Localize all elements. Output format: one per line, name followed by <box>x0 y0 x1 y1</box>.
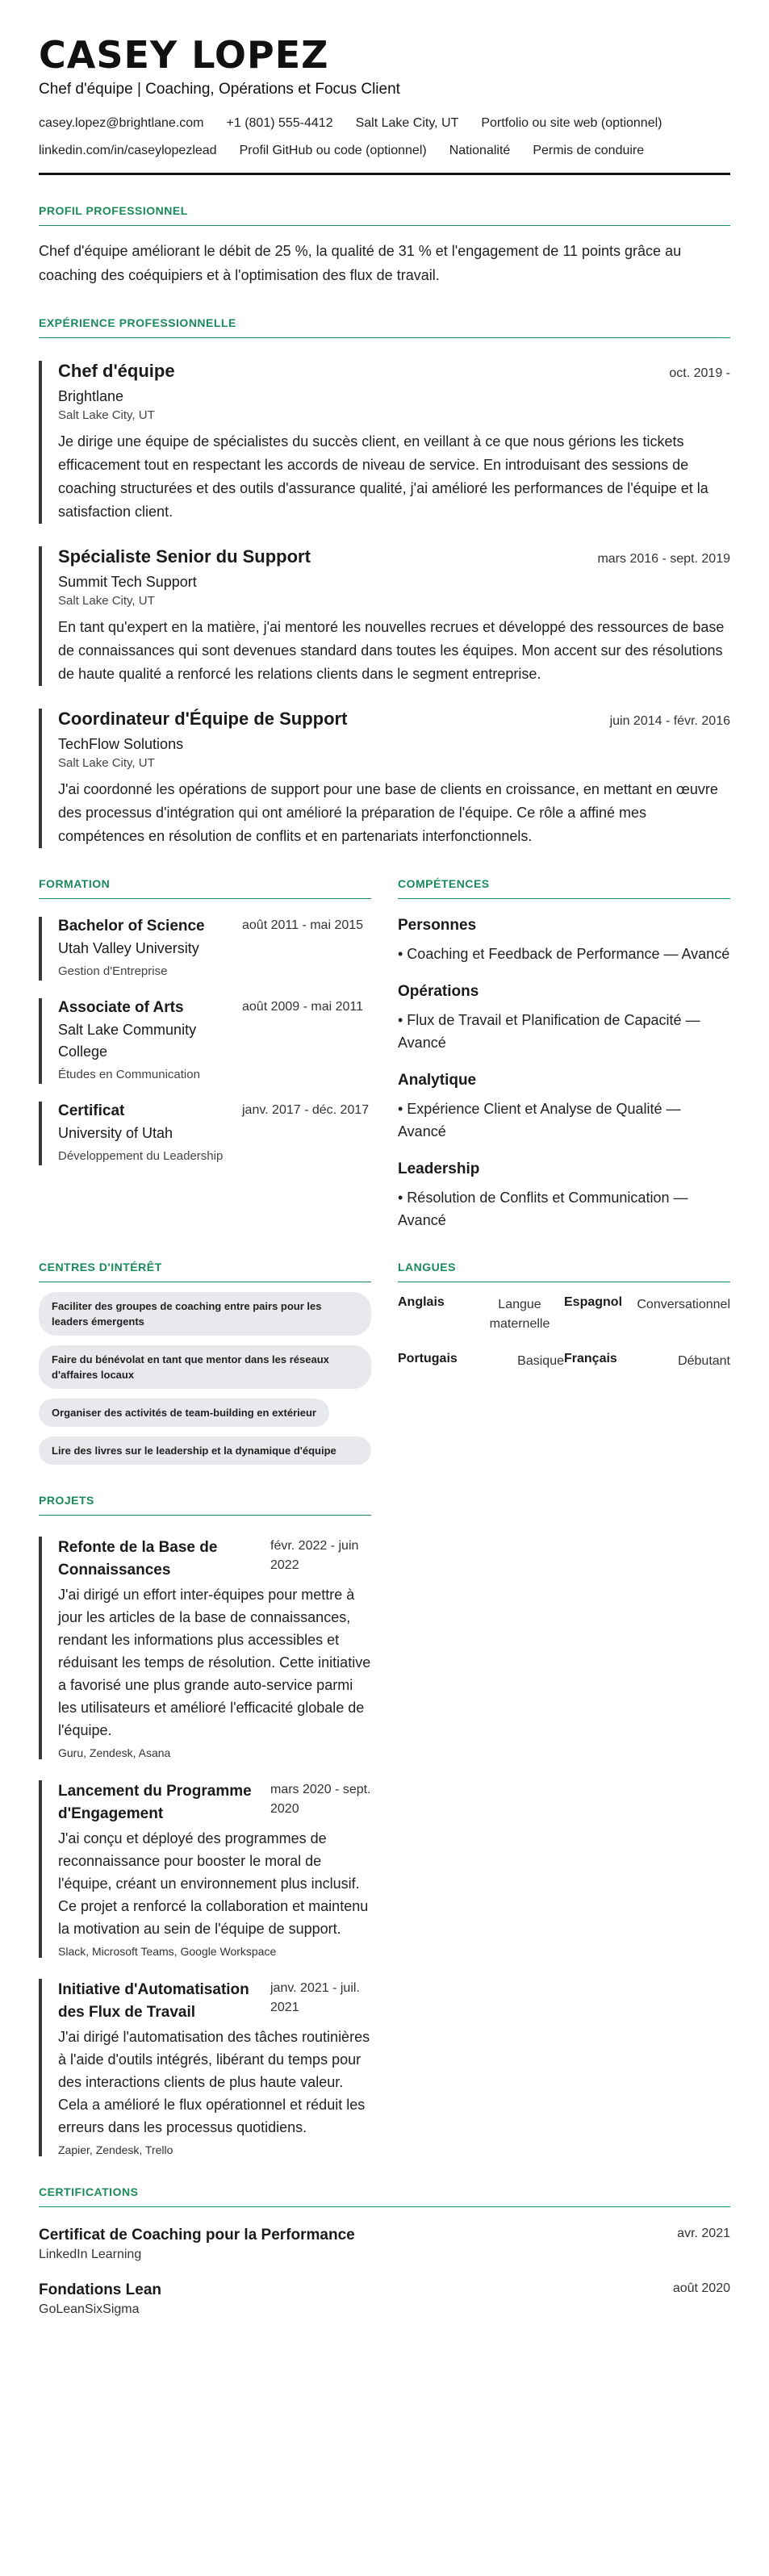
header-divider <box>39 173 730 175</box>
project-description: J'ai conçu et déployé des programmes de reconnaissance pour booster le moral de l'équipe, créant un environnement plus inclusif. Ce projet a renforcé la collaboration et maintenu la motivation au sein de l'équipe de support. <box>58 1830 369 1937</box>
experience-item <box>39 546 730 686</box>
project-tools: Guru, Zendesk, Asana <box>58 1746 171 1759</box>
skills-column <box>398 848 730 1232</box>
job-title: Spécialiste Senior du Support <box>58 546 311 567</box>
job-description: J'ai coordonné les opérations de support pour une base de clients en croissance, en mettant en œuvre des processus d'intégration qui ont amélioré la préparation de l'équipe. Ce rôle a affiné mes compétences en résolution de conflits et en partenariats interfonctionnels. <box>58 781 718 844</box>
education-item <box>39 998 371 1084</box>
section-title-education: FORMATION <box>39 877 371 899</box>
experience-item <box>39 709 730 848</box>
section-title-certifications: CERTIFICATIONS <box>39 2185 730 2207</box>
projects-column <box>39 1494 371 2156</box>
education-school: University of Utah <box>58 1125 173 1141</box>
skill-item: • Résolution de Conflits et Communication — Avancé <box>398 1190 688 1228</box>
project-dates: févr. 2022 - juin 2022 <box>270 1539 359 1572</box>
project-item <box>39 1979 371 2156</box>
language-item <box>564 1352 730 1371</box>
language-level: Conversationnel <box>637 1298 730 1311</box>
project-tools: Slack, Microsoft Teams, Google Workspace <box>58 1945 277 1958</box>
education-field: Études en Communication <box>58 1068 200 1081</box>
education-skills-row <box>39 848 730 1232</box>
section-title-languages: LANGUES <box>398 1261 730 1282</box>
education-item <box>39 1102 371 1165</box>
certification-title: Fondations Lean <box>39 2281 161 2298</box>
education-item <box>39 917 371 981</box>
project-title: Refonte de la Base de Connaissances <box>58 1539 218 1579</box>
job-company: Brightlane <box>58 388 124 404</box>
interest-tag: Faciliter des groupes de coaching entre pairs pour les leaders émergents <box>39 1292 371 1336</box>
education-column <box>39 848 371 1232</box>
section-title-interests: CENTRES D'INTÉRÊT <box>39 1261 371 1282</box>
language-name: Espagnol <box>564 1295 623 1309</box>
job-location: Salt Lake City, UT <box>58 594 155 608</box>
contact-email[interactable]: casey.lopez@brightlane.com <box>39 116 204 130</box>
language-name: Français <box>564 1352 617 1365</box>
language-level: Débutant <box>678 1354 730 1368</box>
interest-tag: Lire des livres sur le leadership et la dynamique d'équipe <box>39 1436 371 1465</box>
skill-category: Opérations <box>398 983 479 1000</box>
education-school: Utah Valley University <box>58 940 199 956</box>
project-description: J'ai dirigé l'automatisation des tâches routinières à l'aide d'outils intégrés, libérant du temps pour des interactions clients de plus haute valeur. Cela a amélioré le flux opérationnel et réduit les erreurs dans les processus quotidiens. <box>58 2029 370 2135</box>
contact-info <box>39 116 730 158</box>
interest-tag: Organiser des activités de team-building en extérieur <box>39 1399 329 1427</box>
education-school: Salt Lake Community College <box>58 1022 197 1060</box>
job-description: Je dirige une équipe de spécialistes du succès client, en veillant à ce que nous gérions les tickets efficacement tout en respectant les accords de niveau de service. En introduisant des sessions de coaching structurées et des outils d'assurance qualité, j'ai amélioré les performances de l'équipe et la satisfaction client. <box>58 433 708 520</box>
language-item <box>398 1295 564 1334</box>
contact-nationality: Nationalité <box>449 144 511 157</box>
skill-category: Leadership <box>398 1160 480 1177</box>
skill-item: • Flux de Travail et Planification de Capacité — Avancé <box>398 1012 700 1051</box>
education-degree: Associate of Arts <box>58 999 184 1016</box>
education-field: Gestion d'Entreprise <box>58 964 168 978</box>
candidate-title: Chef d'équipe | Coaching, Opérations et Focus Client <box>39 81 400 98</box>
language-item <box>398 1352 564 1371</box>
education-field: Développement du Leadership <box>58 1149 224 1163</box>
certification-org: GoLeanSixSigma <box>39 2302 140 2316</box>
contact-github[interactable]: Profil GitHub ou code (optionnel) <box>239 144 427 157</box>
interests-column <box>39 1232 371 1465</box>
education-degree: Bachelor of Science <box>58 918 205 935</box>
skill-category: Analytique <box>398 1072 477 1089</box>
section-title-skills: COMPÉTENCES <box>398 877 730 899</box>
job-location: Salt Lake City, UT <box>58 756 155 770</box>
skill-category: Personnes <box>398 917 477 934</box>
interests-languages-row <box>39 1232 730 1465</box>
project-item <box>39 1780 371 1958</box>
certification-title: Certificat de Coaching pour la Performance <box>39 2227 355 2244</box>
job-company: Summit Tech Support <box>58 574 197 590</box>
languages-column <box>398 1232 730 1465</box>
job-title: Chef d'équipe <box>58 361 175 381</box>
contact-location: Salt Lake City, UT <box>355 116 459 130</box>
education-degree: Certificat <box>58 1102 125 1119</box>
project-title: Initiative d'Automatisation des Flux de Travail <box>58 1981 249 2021</box>
certification-item <box>39 2227 730 2262</box>
contact-linkedin[interactable]: linkedin.com/in/caseylopezlead <box>39 144 217 157</box>
language-name: Portugais <box>398 1352 458 1365</box>
project-title: Lancement du Programme d'Engagement <box>58 1783 252 1822</box>
project-description: J'ai dirigé un effort inter-équipes pour mettre à jour les articles de la base de connaissances, rendant les informations plus accessibles et réduisant les temps de résolution. Cette initiative a favorisé une plus grande auto-service parmi les utilisateurs et amélioré l'efficacité globale de l'équipe. <box>58 1587 371 1738</box>
certification-org: LinkedIn Learning <box>39 2248 142 2261</box>
education-dates: janv. 2017 - déc. 2017 <box>242 1103 370 1117</box>
skill-item: • Coaching et Feedback de Performance — Avancé <box>398 946 730 962</box>
project-tools: Zapier, Zendesk, Trello <box>58 2143 173 2156</box>
project-item <box>39 1537 371 1759</box>
skill-item: • Expérience Client et Analyse de Qualité — Avancé <box>398 1101 681 1140</box>
experience-item <box>39 361 730 524</box>
certification-item <box>39 2281 730 2317</box>
certification-date: août 2020 <box>672 2281 730 2295</box>
education-dates: août 2011 - mai 2015 <box>242 918 364 932</box>
project-dates: mars 2020 - sept. 2020 <box>270 1783 371 1816</box>
section-title-experience: EXPÉRIENCE PROFESSIONNELLE <box>39 316 730 338</box>
job-dates: mars 2016 - sept. 2019 <box>597 552 730 566</box>
project-dates: janv. 2021 - juil. 2021 <box>270 1981 360 2014</box>
summary-text: Chef d'équipe améliorant le débit de 25 %, la qualité de 31 % et l'engagement de 11 points grâce au coaching des coéquipiers et à l'optimisation des flux de travail. <box>39 243 682 283</box>
language-name: Anglais <box>398 1295 445 1309</box>
education-dates: août 2009 - mai 2011 <box>242 1000 364 1014</box>
job-title: Coordinateur d'Équipe de Support <box>58 709 348 729</box>
language-level: Basique <box>517 1354 564 1368</box>
certification-date: avr. 2021 <box>677 2227 730 2240</box>
section-title-summary: PROFIL PROFESSIONNEL <box>39 204 730 226</box>
job-dates: juin 2014 - févr. 2016 <box>609 714 730 728</box>
contact-phone[interactable]: +1 (801) 555-4412 <box>226 116 333 130</box>
interest-tag: Faire du bénévolat en tant que mentor dans les réseaux d'affaires locaux <box>39 1345 371 1389</box>
language-level: Langue maternelle <box>489 1298 550 1331</box>
job-dates: oct. 2019 - <box>669 366 730 380</box>
job-location: Salt Lake City, UT <box>58 408 155 422</box>
language-item <box>564 1295 730 1334</box>
contact-portfolio[interactable]: Portfolio ou site web (optionnel) <box>481 116 662 130</box>
job-company: TechFlow Solutions <box>58 736 184 752</box>
section-title-projects: PROJETS <box>39 1494 371 1516</box>
job-description: En tant qu'expert en la matière, j'ai mentoré les nouvelles recrues et développé des ressources de base de connaissances qui sont devenues standard dans toutes les équipes. Mon accent sur des résolutions de haute qualité a renforcé les relations clients dans le segment entreprise. <box>58 619 725 682</box>
candidate-name: CASEY LOPEZ <box>39 33 329 77</box>
contact-license: Permis de conduire <box>533 144 645 157</box>
